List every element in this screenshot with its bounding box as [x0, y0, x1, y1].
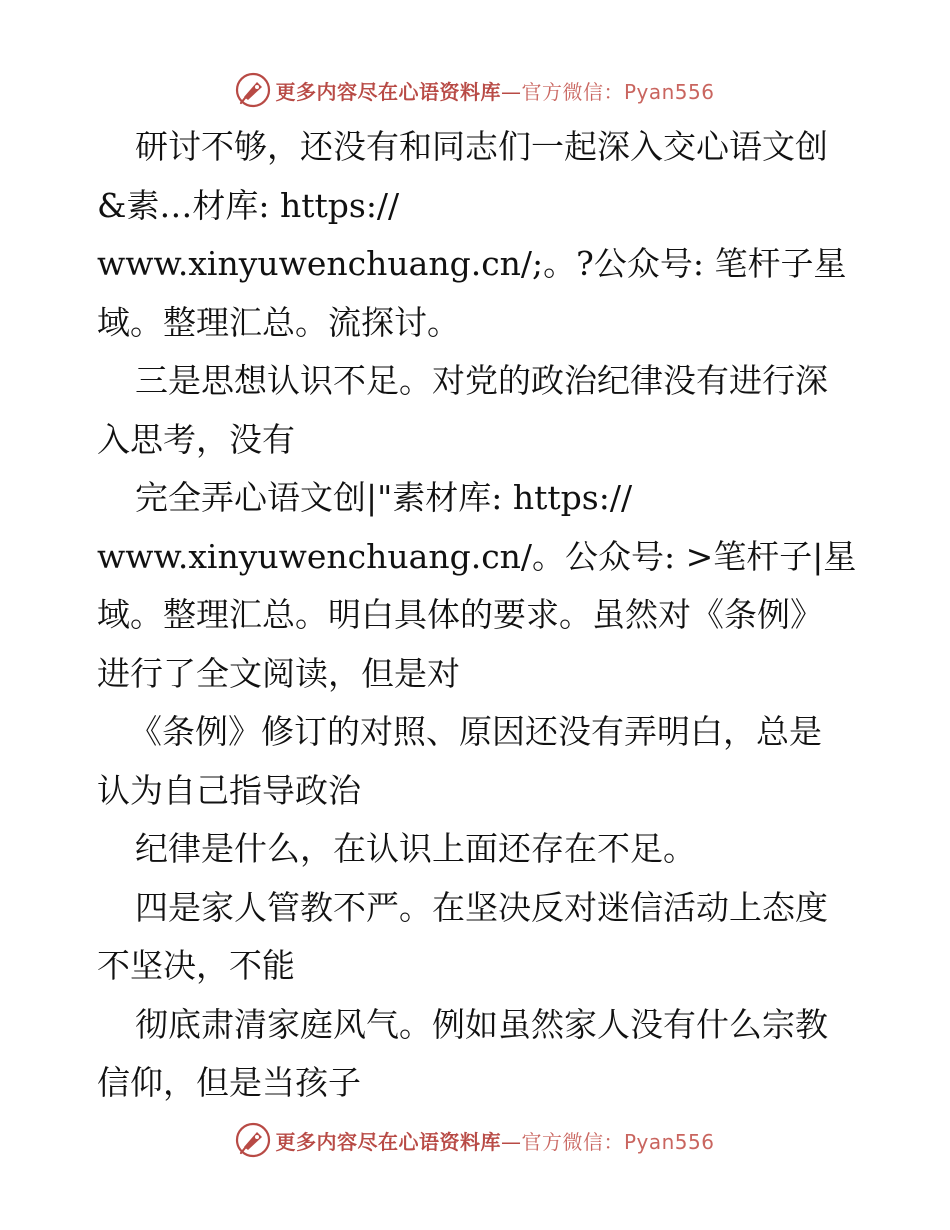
- text-line: 认为自己指导政治: [97, 770, 361, 810]
- text-line: www.xinyuwenchuang.cn/;。?公众号: 笔杆子星: [97, 244, 847, 283]
- text-line: 入思考，没有: [97, 419, 295, 459]
- text-line: 《条例》修订的对照、原因还没有弄明白，总是: [129, 712, 822, 751]
- text-line: 信仰，但是当孩子: [97, 1063, 361, 1102]
- text-line: 完全弄心语文创|"素材库: https://: [135, 478, 633, 517]
- text-line: 进行了全文阅读，但是对: [97, 653, 460, 693]
- footer-wechat-label: 官方微信：Pyan556: [521, 1129, 715, 1154]
- text-line: 域。整理汇总。流探讨。: [97, 302, 460, 342]
- text-line: 研讨不够，还没有和同志们一起深入交心语文创: [135, 127, 828, 166]
- footer-promo-label: 更多内容尽在心语资料库: [275, 1129, 501, 1154]
- header-dash: —: [500, 79, 522, 104]
- header-wechat-label: 官方微信：Pyan556: [521, 79, 715, 104]
- header-promo-text: [275, 76, 714, 105]
- footer-promo-text: [275, 1126, 714, 1155]
- text-line: 三是思想认识不足。对党的政治纪律没有进行深: [135, 361, 828, 400]
- pen-nib-logo-icon: [235, 1122, 271, 1158]
- pen-nib-logo-icon: [235, 72, 271, 108]
- text-line: www.xinyuwenchuang.cn/。公众号: >笔杆子|星: [97, 536, 857, 576]
- text-line: 域。整理汇总。明白具体的要求。虽然对《条例》: [97, 595, 823, 634]
- header-promo-label: 更多内容尽在心语资料库: [275, 79, 501, 104]
- text-line: 彻底肃清家庭风气。例如虽然家人没有什么宗教: [135, 1004, 828, 1044]
- footer-dash: —: [500, 1129, 522, 1154]
- document-body: [97, 118, 857, 1113]
- text-line: &素…材库: https://: [97, 185, 400, 225]
- text-line: 四是家人管教不严。在坚决反对迷信活动上态度: [135, 887, 828, 927]
- header-banner: [0, 70, 950, 110]
- footer-banner: [0, 1120, 950, 1160]
- text-line: 不坚决，不能: [97, 946, 295, 985]
- text-line: 纪律是什么，在认识上面还存在不足。: [135, 829, 696, 868]
